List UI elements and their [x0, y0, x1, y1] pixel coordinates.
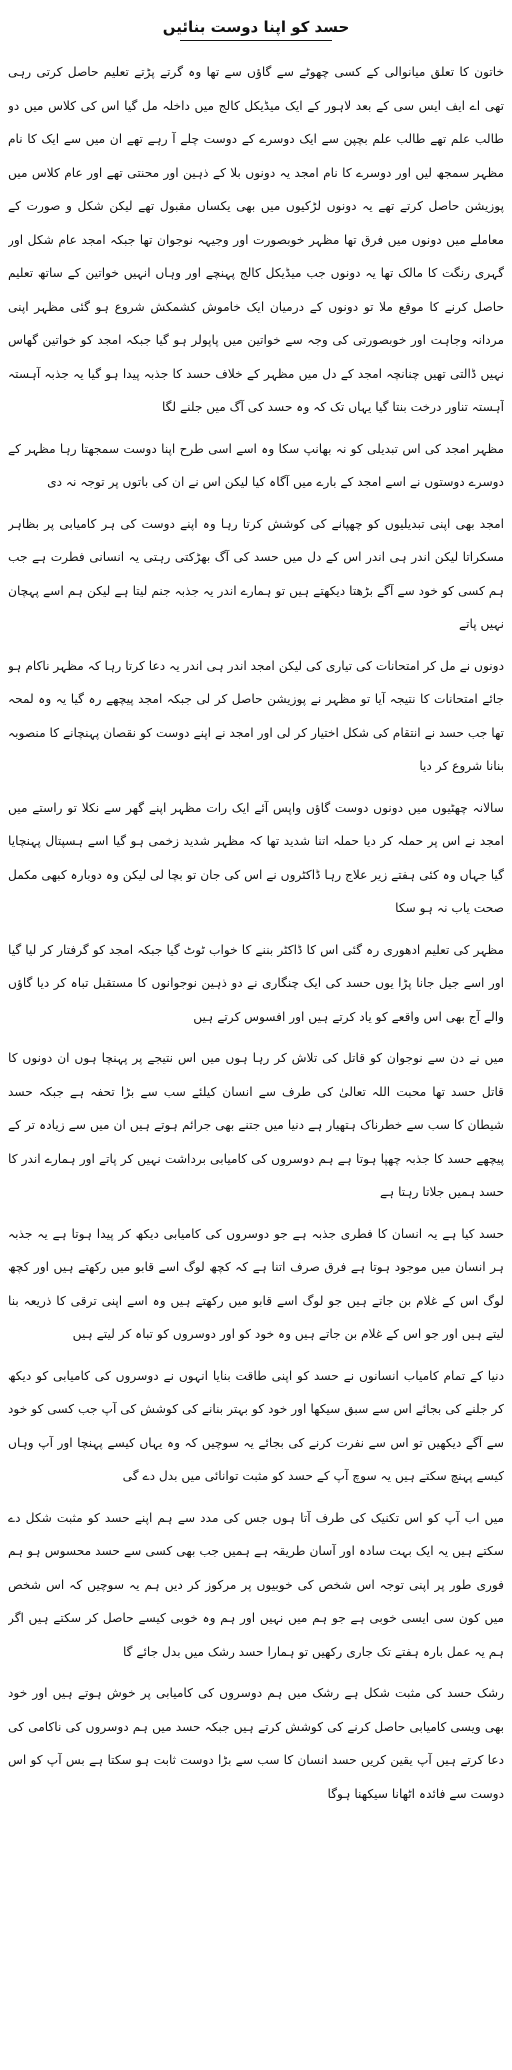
article-paragraph: مظہر امجد کی اس تبدیلی کو نہ بھانپ سکا وہ اسے اسی طرح اپنا دوست سمجھتا رہا مظہر کے دوسرے دوستوں نے اسے امجد کے بارے میں آگاہ کیا لیکن اس نے ان کی باتوں پر توجہ نہ دی: [8, 441, 504, 489]
article-paragraph: امجد بھی اپنی تبدیلیوں کو چھپانے کی کوشش کرتا رہا وہ اپنے دوست کی ہر کامیابی پر بظاہر مسکراتا لیکن اندر ہی اندر اس کے دل میں حسد کی آگ بھڑکتی رہتی یہ انسانی فطرت ہے جب ہم کسی کو خود سے آگے بڑھتا دیکھتے ہیں تو ہمارے اندر یہ جذبہ جنم لیتا ہے لیکن ہم اسے پہچان نہیں پاتے: [8, 516, 504, 631]
article-paragraph: دونوں نے مل کر امتحانات کی تیاری کی لیکن امجد اندر ہی اندر یہ دعا کرتا رہا کہ مظہر ناکام ہو جائے امتحانات کا نتیجہ آیا تو مظہر نے پوزیشن حاصل کر لی جبکہ امجد پیچھے رہ گیا یہ وہ لمحہ تھا جب حسد نے انتقام کی شکل اختیار کر لی اور امجد نے اپنے دوست کو نقصان پہنچانے کا منصوبہ بنانا شروع کر دیا: [8, 658, 504, 773]
article-paragraph: حسد کیا ہے یہ انسان کا فطری جذبہ ہے جو دوسروں کی کامیابی دیکھ کر پیدا ہوتا ہے یہ جذبہ ہر انسان میں موجود ہوتا ہے فرق صرف اتنا ہے کہ کچھ لوگ اسے قابو میں رکھتے ہیں اور کچھ لوگ اس کے غلام بن جاتے ہیں جو لوگ اسے قابو میں رکھتے ہیں وہ اسے اپنی ترقی کا ذریعہ بنا لیتے ہیں اور جو اس کے غلام بن جاتے ہیں وہ خود کو اور دوسروں کو تباہ کر لیتے ہیں: [8, 1226, 504, 1341]
article-paragraph: میں اب آپ کو اس تکنیک کی طرف آتا ہوں جس کی مدد سے ہم اپنے حسد کو مثبت شکل دے سکتے ہیں یہ ایک بہت سادہ اور آسان طریقہ ہے ہمیں جب بھی کسی سے حسد محسوس ہو ہم فوری طور پر اپنی توجہ اس شخص کی خوبیوں پر مرکوز کر دیں ہم یہ سوچیں کہ اس شخص میں کون سی ایسی خوبی ہے جو ہم میں نہیں اور ہم وہ خوبی کیسے حاصل کر سکتے ہیں اگر ہم یہ عمل بارہ ہفتے تک جاری رکھیں تو ہمارا حسد رشک میں بدل جائے گا: [8, 1510, 504, 1659]
title-underline: [180, 40, 332, 41]
article-paragraph: خاتون کا تعلق میانوالی کے کسی چھوٹے سے گاؤں سے تھا وہ گرتے پڑتے تعلیم حاصل کرتی رہی تھی اے ایف ایس سی کے بعد لاہور کے ایک میڈیکل کالج میں داخلہ مل گیا اس کی کلاس میں دو طالب علم تھے طالب علم بچپن سے ایک دوسرے کے دوست چلے آ رہے تھے ان میں سے ایک کا نام مظہر سمجھ لیں اور دوسرے کا نام امجد یہ دونوں بلا کے ذہین اور محنتی تھے اور عام کلاس میں پوزیشن حاصل کرتے تھے یہ دونوں لڑکیوں میں بھی یکساں مقبول تھے لیکن شکل و صورت کے معاملے میں دونوں میں فرق تھا مظہر خوبصورت اور وجیہہ نوجوان تھا جبکہ امجد عام شکل اور گہری رنگت کا مالک تھا یہ دونوں جب میڈیکل کالج پہنچے اور وہاں انہیں خواتین کے ساتھ تعلیم حاصل کرنے کا موقع ملا تو دونوں کے درمیان ایک خاموش کشمکش شروع ہو گئی مظہر اپنی مردانہ وجاہت اور خوبصورتی کی وجہ سے خواتین میں پاپولر ہو گیا جبکہ امجد کو خواتین گھاس نہیں ڈالتی تھیں چنانچہ امجد کے دل میں مظہر کے خلاف حسد کا جذبہ پیدا ہو گیا یہ جذبہ آہستہ آہستہ تناور درخت بنتا گیا یہاں تک کہ وہ حسد کی آگ میں جلنے لگا: [8, 65, 504, 414]
article-paragraph: مظہر کی تعلیم ادھوری رہ گئی اس کا ڈاکٹر بننے کا خواب ٹوٹ گیا جبکہ امجد کو گرفتار کر لیا گیا اور اسے جیل جانا پڑا یوں حسد کی ایک چنگاری نے دو ذہین نوجوانوں کا مستقبل تباہ کر دیا گاؤں والے آج بھی اس واقعے کو یاد کرتے ہیں اور افسوس کرتے ہیں: [8, 942, 504, 1024]
article-paragraph: رشک حسد کی مثبت شکل ہے رشک میں ہم دوسروں کی کامیابی پر خوش ہوتے ہیں اور خود بھی ویسی کامیابی حاصل کرنے کی کوشش کرتے ہیں جبکہ حسد میں ہم دوسروں کی ناکامی کی دعا کرتے ہیں آپ یقین کریں حسد انسان کا سب سے بڑا دوست ثابت ہو سکتا ہے بس آپ کو اس دوست سے فائدہ اٹھانا سیکھنا ہوگا: [8, 1686, 504, 1801]
article-title: حسد کو اپنا دوست بنائیں: [162, 18, 350, 36]
article-body: [8, 56, 504, 2064]
article-paragraph: میں نے دن سے نوجوان کو قاتل کی تلاش کر رہا ہوں میں اس نتیجے پر پہنچا ہوں ان دونوں کا قاتل حسد تھا محبت اللہ تعالیٰ کی طرف سے انسان کیلئے سب سے بڑا تحفہ ہے جبکہ حسد شیطان کا سب سے خطرناک ہتھیار ہے دنیا میں جتنے بھی جرائم ہوتے ہیں ان میں سے زیادہ تر کے پیچھے حسد کا جذبہ چھپا ہوتا ہے ہم دوسروں کی کامیابی برداشت نہیں کر پاتے اور ہمارے اندر کا حسد ہمیں جلاتا رہتا ہے: [8, 1051, 504, 1199]
article-paragraph: سالانہ چھٹیوں میں دونوں دوست گاؤں واپس آئے ایک رات مظہر اپنے گھر سے نکلا تو راستے میں امجد نے اس پر حملہ کر دیا حملہ اتنا شدید تھا کہ مظہر شدید زخمی ہو گیا اسے ہسپتال پہنچایا گیا جہاں وہ کئی ہفتے زیر علاج رہا ڈاکٹروں نے اس کی جان تو بچا لی لیکن وہ دوبارہ کبھی مکمل صحت یاب نہ ہو سکا: [8, 800, 504, 915]
article-paragraph: دنیا کے تمام کامیاب انسانوں نے حسد کو اپنی طاقت بنایا انہوں نے دوسروں کی کامیابی کو دیکھ کر جلنے کی بجائے اس سے سبق سیکھا اور خود کو بہتر بنانے کی کوشش کی آپ جب کسی کو خود سے آگے دیکھیں تو اس سے نفرت کرنے کی بجائے یہ سوچیں کہ وہ یہاں کیسے پہنچا اور آپ وہاں کیسے پہنچ سکتے ہیں یہ سوچ آپ کے حسد کو مثبت توانائی میں بدل دے گی: [8, 1368, 504, 1483]
